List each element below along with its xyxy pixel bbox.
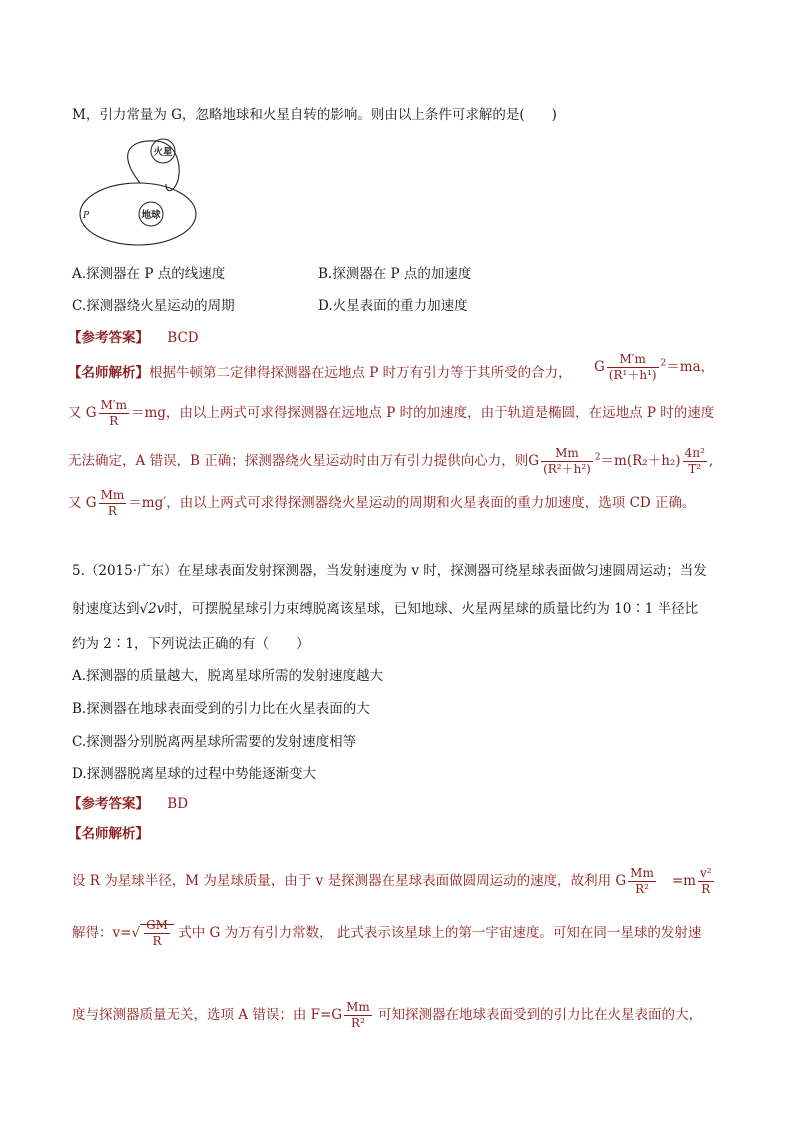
mars-label: 火星 [153,147,173,158]
q5-stem-line3: 约为 2∶1，下列说法正确的有（ ） [72,636,310,652]
q5-analysis-line1 [72,866,716,897]
eq-rhs: ＝mg， [130,405,180,421]
q4-option-d: D.火星表面的重力加速度 [318,298,468,314]
earth-label: 地球 [141,210,161,221]
q4-analysis-line4 [68,488,696,519]
q5-analysis-label: 【名师解析】 [68,826,149,842]
q4-eq1 [594,352,714,383]
text: 由以上两式可求得探测器在远地点 P 时的加速度，由于轨道是椭圆，在远地点 P 时的速度 [179,405,715,421]
fraction: $\frac{\text{4π²}}{\text{T²}}$ [684,446,705,476]
q4-option-c: C.探测器绕火星运动的周期 [72,298,235,314]
text: 度与探测器质量无关，选项 A 错误；由 F=G [72,1007,343,1023]
q5-analysis-line2 [72,918,701,949]
q5-option-b: B.探测器在地球表面受到的引力比在火星表面的大 [72,701,370,717]
q4-analysis-line3: 无法确定，A 错误，B 正确；探测器绕火星运动时由万有引力提供向心力，则G $\frac{Mm}{\text{(R²＋h²)}}$ $^2$＝m(R₂＋h₂) $\frac{\text{4π²}}{\text{T²}}$ , [68,446,714,476]
q5-option-d: D.探测器脱离星球的过程中势能逐渐变大 [72,766,317,782]
fraction: $\frac{Mm}{R}$ [100,488,125,518]
q5-analysis-line3 [72,1000,702,1031]
text: 又 [68,405,86,421]
orbit-diagram [74,138,214,250]
eq-g: G [528,453,540,469]
text: 解得：v= [72,925,132,941]
eq-rhs: =m [671,873,696,889]
text: 无法确定，A 错误，B 正确；探测器绕火星运动时由万有引力提供向心力，则 [68,453,529,469]
q4-analysis-line2 [68,398,714,429]
fraction: $\frac{Mm}{\text{R²}}$ [346,1000,370,1030]
q5-stem-line1: 5.（2015·广东）在星球表面发射探测器，当发射速度为 v 时，探测器可绕星球表面做匀速圆周运动；当发 [72,563,707,579]
answer-value: BD [167,796,189,812]
sup-2: 2 [594,452,601,463]
eq-g: G [85,495,97,511]
text: 时，可摆脱星球引力束缚脱离该星球，已知地球、火星两星球的质量比约为 10∶1 半径比 [164,601,699,617]
q5-stem-line2 [72,597,698,617]
eq-g: G [85,405,97,421]
eq-rhs: ＝m(R₂＋h₂) [600,453,681,469]
answer-label: 【参考答案】 [68,796,149,812]
q5-option-a: A.探测器的质量越大，脱离星球所需的发射速度越大 [72,668,384,684]
point-p-label: P [83,211,90,221]
answer-value: BCD [167,330,199,346]
fraction: $\frac{\text{v²}}{R}$ [699,866,712,896]
q5-option-c: C.探测器分别脱离两星球所需要的发射速度相等 [72,734,357,750]
text: 射速度达到 [72,601,140,617]
elliptical-orbit [80,183,196,245]
eq-rhs: ＝ma， [666,359,715,375]
fraction: $\frac{Mm}{\text{R²}}$ [630,866,654,896]
q4-option-b: B.探测器在 P 点的加速度 [318,266,472,282]
q4-answer [68,326,199,346]
q5-answer [68,792,188,812]
text: 可知探测器在地球表面受到的引力比在火星表面的大， [373,1007,703,1023]
q4-stem-tail: M，引力常量为 G，忽略地球和火星自转的影响。则由以上条件可求解的是( ) [72,107,557,123]
text: 又 [68,495,86,511]
q4-option-a: A.探测器在 P 点的线速度 [72,266,226,282]
sup-2: 2 [660,358,667,369]
text: 设 R 为星球半径，M 为星球质量，由于 v 是探测器在星球表面做圆周运动的速度，故利用 G [72,873,627,889]
answer-label: 【参考答案】 [68,330,149,346]
fraction: $\frac{M'm}{\text{(R¹＋h¹)}}$ [608,352,657,382]
text: 由以上两式可求得探测器绕火星运动的周期和火星表面的重力加速度，选项 CD 正确。 [179,495,696,511]
q4-analysis-line1 [68,361,572,381]
eq-rhs: ＝mg′， [128,495,180,511]
fraction: $\frac{Mm}{\text{(R²＋h²)}}$ [543,446,591,476]
sqrt2v: √2v [139,601,165,617]
fraction: $\frac{M'm}{R}$ [100,398,127,428]
analysis-text: 根据牛顿第二定律得探测器在远地点 P 时万有引力等于其所受的合力， [149,365,572,381]
eq-g: G [594,359,605,375]
sqrt-gm-over-r: √ $\frac{GM}{R}$ [131,918,173,949]
text: 式中 G 为万有引力常数， 此式表示该星球上的第一宇宙速度。可知在同一星球的发射速 [173,925,702,941]
analysis-label: 【名师解析】 [68,365,149,381]
